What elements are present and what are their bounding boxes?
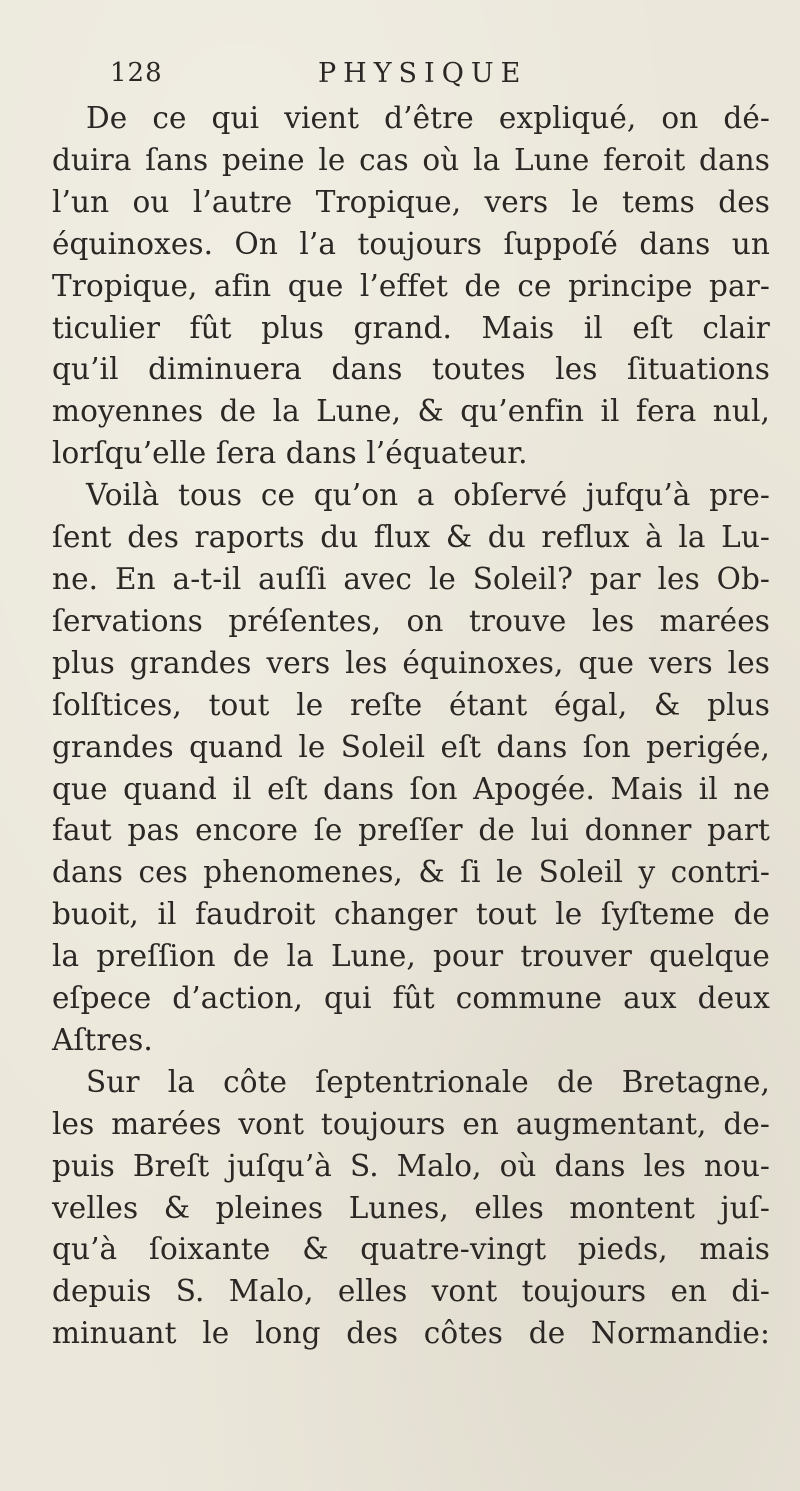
text-line: la preſſion de la Lune, pour trouver quelque (52, 939, 770, 974)
text-line: équinoxes. On l’a toujours ſuppoſé dans un (52, 226, 770, 261)
text-line: faut pas encore ſe preſſer de lui donner part (52, 813, 770, 848)
text-line: Tropique, afin que l’effet de ce principe par- (52, 268, 770, 303)
text-line: ne. En a-t-il auſſi avec le Soleil? par les Ob- (52, 561, 770, 596)
text-line: ticulier fût plus grand. Mais il eſt clair (52, 310, 770, 345)
text-line: Voilà tous ce qu’on a obſervé jufqu’à pre- (86, 478, 770, 513)
text-line: duira ſans peine le cas où la Lune feroit dans (52, 142, 770, 177)
running-head: PHYSIQUE (318, 58, 528, 89)
text-line: depuis S. Malo, elles vont toujours en di- (52, 1274, 770, 1309)
text-line: les marées vont toujours en augmentant, de- (52, 1106, 770, 1141)
text-line: eſpece d’action, qui fût commune aux deux (52, 981, 770, 1016)
text-line: ſervations préſentes, on trouve les marées (52, 603, 770, 638)
body-text (52, 98, 772, 1355)
paragraph (52, 475, 772, 1062)
text-line: qu’à ſoixante & quatre-vingt pieds, mais (52, 1232, 770, 1267)
text-line: Sur la côte ſeptentrionale de Bretagne, (86, 1064, 770, 1099)
text-line: ſolſtices, tout le reſte étant égal, & plus (52, 687, 770, 722)
text-line: puis Breſt juſqu’à S. Malo, où dans les nou- (52, 1148, 770, 1183)
text-line: dans ces phenomenes, & ſi le Soleil y contri- (52, 855, 770, 890)
text-line: De ce qui vient d’être expliqué, on dé- (86, 101, 770, 135)
text-line: ſent des raports du flux & du reflux à la Lu- (52, 520, 770, 555)
paragraph (52, 1062, 772, 1355)
text-line: grandes quand le Soleil eſt dans ſon perigée, (52, 729, 770, 764)
text-line: l’un ou l’autre Tropique, vers le tems des (52, 184, 770, 219)
text-line: velles & pleines Lunes, elles montent juſ- (52, 1190, 770, 1225)
text-line: buoit, il faudroit changer tout le ſyſteme de (52, 897, 770, 932)
paragraph (52, 98, 772, 475)
text-line: Aſtres. (52, 1022, 153, 1057)
text-line: qu’il diminuera dans toutes les ſituations (52, 352, 770, 387)
text-line: plus grandes vers les équinoxes, que vers les (52, 645, 770, 680)
text-line: lorſqu’elle ſera dans l’équateur. (52, 436, 528, 471)
text-line: moyennes de la Lune, & qu’enfin il fera nul, (52, 394, 770, 429)
page-header (110, 58, 750, 98)
text-line: minuant le long des côtes de Normandie: (52, 1316, 770, 1351)
page-number: 128 (110, 58, 163, 88)
text-line: que quand il eſt dans ſon Apogée. Mais il ne (52, 771, 770, 806)
